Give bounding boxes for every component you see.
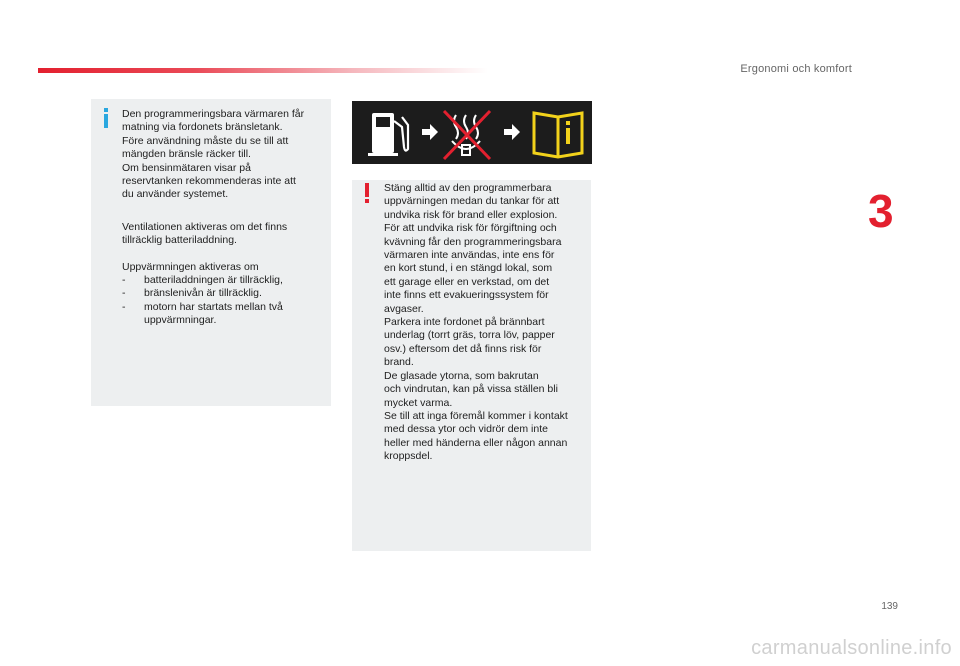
- watermark: carmanualsonline.info: [751, 637, 952, 659]
- manual-info-icon: [534, 113, 582, 157]
- info-paragraph-ventilation: Ventilationen aktiveras om det finns tillräcklig batteriladdning.: [122, 220, 288, 247]
- info-icon: [101, 108, 111, 128]
- header-accent-bar: [38, 68, 488, 73]
- page-number: 139: [881, 601, 898, 612]
- warning-icon: [363, 183, 371, 203]
- info-text: [122, 108, 327, 328]
- list-item: - motorn har startats mellan två uppvärmningar.: [122, 300, 283, 327]
- info-paragraph-fuel: Den programmeringsbara värmaren får matning via fordonets bränsletank. Före användning måste du se till att mängden bränsle räcker till. Om bensinmätaren visar på reservtanken rekommenderas inte att du använder systemet.: [122, 108, 305, 201]
- fuel-pump-icon: [368, 113, 408, 156]
- warning-paragraph: Stäng alltid av den programmerbara uppvärningen medan du tankar för att undvika risk för brand eller explosion. För att undvika risk för förgiftning och kvävning får den programmeringsbara värmaren inte användas, inte ens för en kort stund, i en stängd lokal, som ett garage eller en verkstad, om det inte finns ett evakueringssystem för avgaser. Parkera inte fordonet på brännbart underlag (torrt gräs, torra löv, papper osv.) eftersom det då finns risk för brand. De glasade ytorna, som bakrutan och vindrutan, kan på vissa ställen bli mycket varma. Se till att inga föremål kommer i kontakt med dessa ytor och vidrör dem inte heller med händerna eller någon annan kroppsdel.: [384, 182, 568, 463]
- refuel-warning-pictogram: [352, 101, 592, 164]
- arrow-right-icon: [422, 124, 438, 140]
- heater-crossed-icon: [444, 111, 490, 159]
- info-paragraph-heating: Uppvärmningen aktiveras om: [122, 260, 259, 273]
- chapter-number: 3: [868, 185, 894, 237]
- arrow-right-icon: [504, 124, 520, 140]
- warning-text: [384, 182, 589, 464]
- list-item: - batteriladdningen är tillräcklig,: [122, 274, 283, 287]
- section-title: Ergonomi och komfort: [740, 63, 852, 75]
- heating-conditions-list: [122, 274, 327, 328]
- list-item: - bränslenivån är tillräcklig.: [122, 287, 262, 300]
